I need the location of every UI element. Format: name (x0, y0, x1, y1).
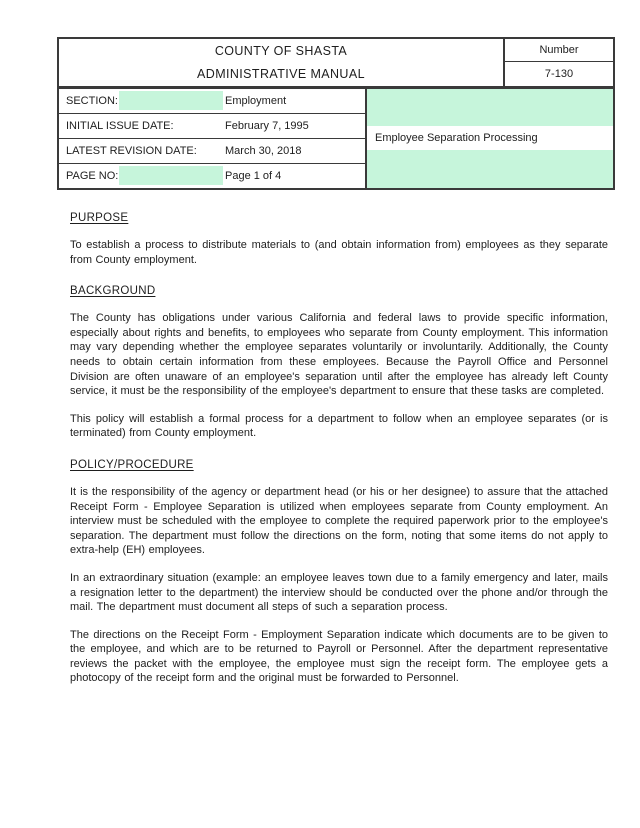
subject-cell (365, 89, 613, 188)
info-row-value: March 30, 2018 (225, 145, 302, 157)
paragraph-policy-2: In an extraordinary situation (example: an employee leaves town due to a family emergency and later, mails a resignation letter to the department) the interview should be conducted over the phone and/or through the mail. The department must document all steps of such a separation process. (70, 571, 608, 614)
number-cell (503, 39, 613, 86)
info-row-initial-issue-date (59, 114, 365, 139)
info-row-label: LATEST REVISION DATE: (66, 145, 197, 157)
info-row-value: February 7, 1995 (225, 120, 309, 132)
paragraph-policy-1: It is the responsibility of the agency or department head (or his or her designee) to assure that the attached Receipt Form - Employee Separation is utilized when employees separate from County employment. An interview must be scheduled with the employee to complete the required paperwork prior to the employee's separation. The department must follow the directions on the form, noting that some items do not apply to extra-help (EH) employees. (70, 485, 608, 557)
info-row-label: SECTION: (66, 95, 118, 107)
manual-title: ADMINISTRATIVE MANUAL (197, 67, 365, 82)
number-label: Number (505, 39, 613, 62)
paragraph-background-2: This policy will establish a formal process for a department to follow when an employee separates (or is terminated) from County employment. (70, 412, 608, 440)
highlight-box (119, 166, 223, 185)
info-row-value: Employment (225, 95, 287, 107)
document-body (70, 212, 608, 699)
section-heading-background: BACKGROUND (70, 285, 156, 298)
info-table (57, 88, 615, 190)
title-cell (59, 39, 503, 86)
section-heading-policy-procedure: POLICY/PROCEDURE (70, 458, 194, 471)
title-table (57, 37, 615, 88)
highlight-box (119, 91, 223, 110)
org-title: COUNTY OF SHASTA (214, 43, 348, 58)
subject-title: Employee Separation Processing (367, 126, 613, 150)
header-tables (57, 37, 615, 190)
info-row-latest-revision-date (59, 139, 365, 164)
info-row-value: Page 1 of 4 (225, 170, 282, 182)
info-row-page-no (59, 164, 365, 188)
info-rows (59, 89, 365, 188)
section-heading-purpose: PURPOSE (70, 212, 129, 224)
paragraph-policy-3: The directions on the Receipt Form - Employment Separation indicate which documents are to be given to the employee, and which are to be returned to Payroll or Personnel. After the department representative reviews the packet with the employee, the employee must sign the receipt form. The employee gets a photocopy of the receipt form and the original must be forwarded to Personnel. (70, 628, 608, 685)
number-value: 7-130 (544, 68, 574, 80)
paragraph-purpose-1: To establish a process to distribute materials to (and obtain information from) employees as they separate from County employment. (70, 239, 608, 266)
info-row-label: INITIAL ISSUE DATE: (66, 120, 174, 132)
info-row-section (59, 89, 365, 114)
paragraph-background-1: The County has obligations under various California and federal laws to provide specific information, especially about rights and benefits, to employees who separate from County employment. This information may vary depending whether the employee separates voluntarily or involuntarily. Additionally, the County needs to obtain certain information from these employees. Because the Payroll Office and Personnel Division are often unaware of an employee's separation until after the employee has already left County service, it must be the responsibility of the employee's department to ensure that these tasks are completed. (70, 312, 608, 398)
info-row-label: PAGE NO: (66, 170, 119, 182)
